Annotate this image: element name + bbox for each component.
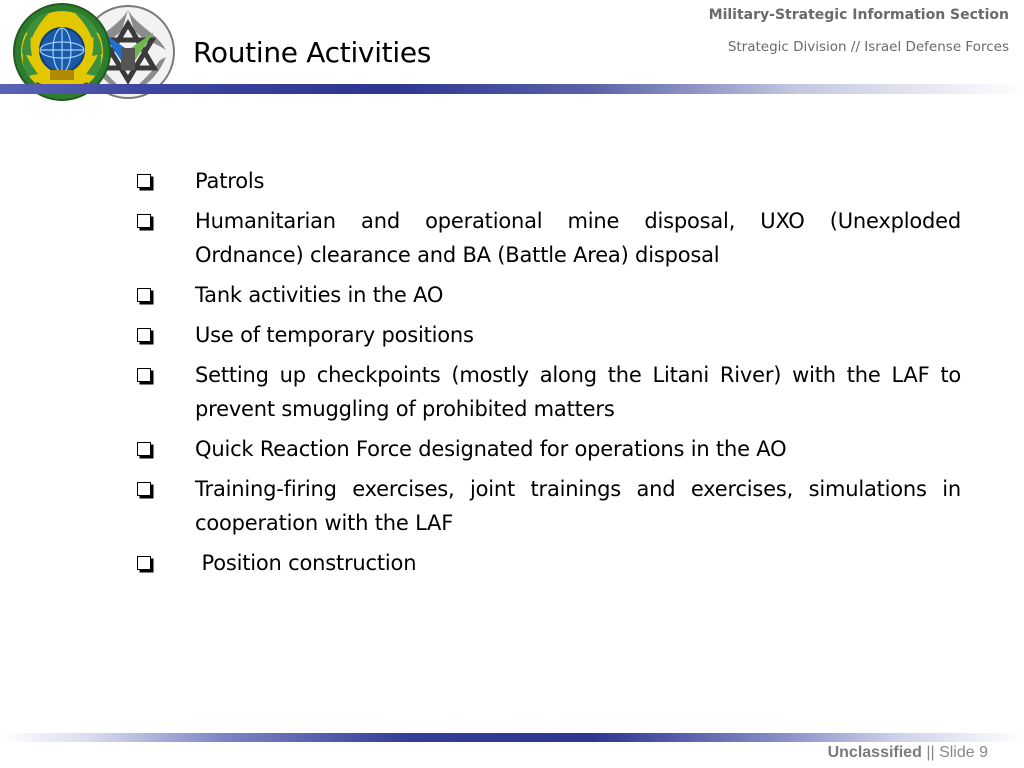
page-title: Routine Activities bbox=[193, 36, 432, 69]
list-item bbox=[137, 358, 961, 426]
checkbox-bullet-icon bbox=[137, 432, 195, 466]
footer-divider-bar bbox=[0, 733, 1024, 742]
list-item bbox=[137, 164, 961, 198]
list-item-text: Tank activities in the AO bbox=[195, 283, 444, 307]
list-item-text: Setting up checkpoints (mostly along the Litani River) with the LAF to prevent smuggling of prohibited matters bbox=[195, 363, 961, 421]
list-item bbox=[137, 432, 961, 466]
checkbox-bullet-icon bbox=[137, 278, 195, 312]
header-org-name: Military-Strategic Information Section bbox=[708, 7, 1009, 23]
list-item-text: Humanitarian and operational mine disposal, UXO (Unexploded Ordnance) clearance and BA (Battle Area) disposal bbox=[195, 209, 961, 267]
checkbox-bullet-icon bbox=[137, 318, 195, 352]
list-item-text: Quick Reaction Force designated for operations in the AO bbox=[195, 437, 787, 461]
list-item-text: Position construction bbox=[195, 551, 417, 575]
slide-number: Slide 9 bbox=[939, 744, 988, 761]
classification-label: Unclassified bbox=[827, 744, 922, 761]
header-divider-bar bbox=[0, 84, 1024, 94]
checkbox-bullet-icon bbox=[137, 204, 195, 238]
list-item bbox=[137, 318, 961, 352]
list-item bbox=[137, 546, 961, 580]
bullet-list bbox=[137, 164, 961, 586]
checkbox-bullet-icon bbox=[137, 472, 195, 506]
checkbox-bullet-icon bbox=[137, 358, 195, 392]
list-item bbox=[137, 278, 961, 312]
list-item bbox=[137, 472, 961, 540]
checkbox-bullet-icon bbox=[137, 164, 195, 198]
list-item-text: Patrols bbox=[195, 169, 265, 193]
footer-separator: || bbox=[926, 744, 935, 761]
checkbox-bullet-icon bbox=[137, 546, 195, 580]
header-subtitle: Strategic Division // Israel Defense Forces bbox=[727, 39, 1009, 55]
list-item-text: Use of temporary positions bbox=[195, 323, 474, 347]
list-item-text: Training-firing exercises, joint trainings and exercises, simulations in cooperation with the LAF bbox=[195, 477, 961, 535]
footer bbox=[828, 744, 988, 762]
list-item bbox=[137, 204, 961, 272]
